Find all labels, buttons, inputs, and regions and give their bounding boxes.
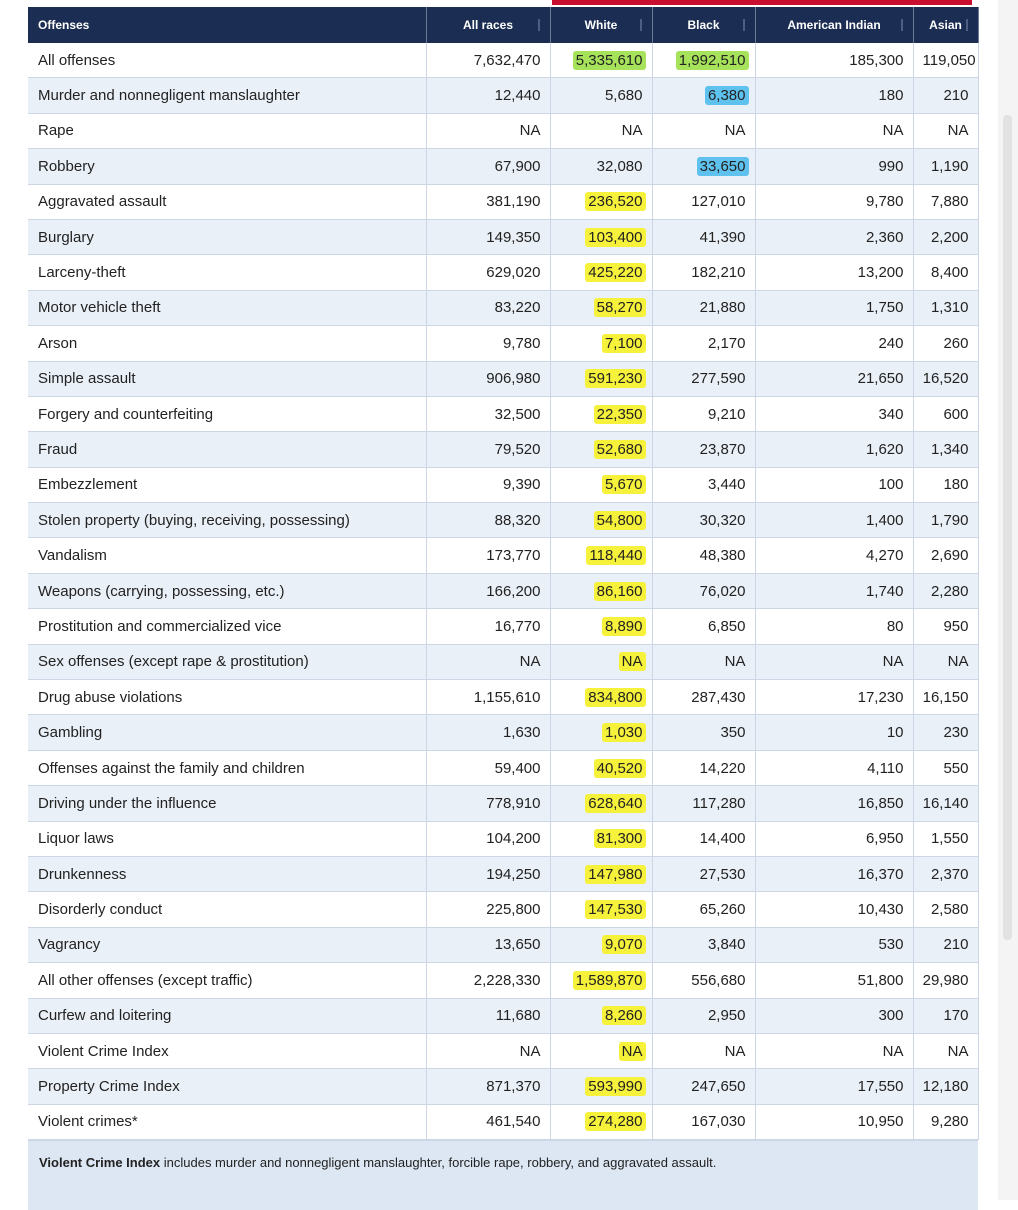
value-cell-all-races: 104,200 (426, 821, 550, 856)
value-cell-all-races: 194,250 (426, 856, 550, 891)
value-cell-asian: 1,550 (913, 821, 978, 856)
value-cell-white (550, 538, 652, 573)
highlighted-value: 147,530 (585, 900, 645, 919)
highlighted-value: 274,280 (585, 1112, 645, 1131)
value-cell-black: 247,650 (652, 1069, 755, 1104)
column-header-label: All races (462, 18, 514, 32)
value-cell-black: 2,950 (652, 998, 755, 1033)
value-cell-white (550, 467, 652, 502)
value-cell-asian: 12,180 (913, 1069, 978, 1104)
highlighted-value: 593,990 (585, 1077, 645, 1096)
offense-cell: Larceny-theft (28, 255, 426, 290)
value-cell-white (550, 856, 652, 891)
highlighted-value: 425,220 (585, 263, 645, 282)
value-cell-black: 65,260 (652, 892, 755, 927)
value-cell-american-indian: 1,740 (755, 573, 913, 608)
value-cell-american-indian: 1,620 (755, 432, 913, 467)
value-cell-white (550, 786, 652, 821)
offense-cell: Fraud (28, 432, 426, 467)
table-row (28, 998, 978, 1033)
value-cell-asian: 1,310 (913, 290, 978, 325)
value-cell-white (550, 821, 652, 856)
value-cell-white (550, 396, 652, 431)
value-cell-black: 167,030 (652, 1104, 755, 1139)
value-cell-american-indian: 185,300 (755, 43, 913, 78)
value-cell-white (550, 503, 652, 538)
value-cell-white (550, 963, 652, 998)
offense-cell: Property Crime Index (28, 1069, 426, 1104)
value-cell-all-races: NA (426, 1033, 550, 1068)
value-cell-all-races: 9,390 (426, 467, 550, 502)
column-header-all-races[interactable] (426, 7, 550, 43)
offense-cell: Forgery and counterfeiting (28, 396, 426, 431)
value-cell-asian: 1,190 (913, 149, 978, 184)
sort-icon[interactable] (901, 19, 903, 31)
value-cell-white (550, 290, 652, 325)
value-cell-american-indian: 530 (755, 927, 913, 962)
value-cell-american-indian: 16,370 (755, 856, 913, 891)
value-cell-all-races: 778,910 (426, 786, 550, 821)
offense-cell: Burglary (28, 219, 426, 254)
value-cell-asian: 950 (913, 609, 978, 644)
highlighted-value: NA (619, 1042, 646, 1061)
highlighted-value: 1,589,870 (573, 971, 646, 990)
arrests-table-container (28, 7, 978, 1210)
value-cell-white (550, 1104, 652, 1139)
value-cell-all-races: 9,780 (426, 326, 550, 361)
value-cell-white (550, 750, 652, 785)
table-row (28, 396, 978, 431)
value-cell-black: 21,880 (652, 290, 755, 325)
column-header-black[interactable] (652, 7, 755, 43)
offense-cell: Drug abuse violations (28, 680, 426, 715)
value-cell-all-races: 906,980 (426, 361, 550, 396)
value-cell-black: 3,840 (652, 927, 755, 962)
sort-icon[interactable] (640, 19, 642, 31)
offense-cell: Curfew and loitering (28, 998, 426, 1033)
value-cell-black: 27,530 (652, 856, 755, 891)
table-body (28, 43, 978, 1140)
offense-cell: Arson (28, 326, 426, 361)
value-cell-american-indian: 2,360 (755, 219, 913, 254)
value-cell-asian: 2,370 (913, 856, 978, 891)
value-cell-black (652, 149, 755, 184)
value-cell-black (652, 43, 755, 78)
value-cell-all-races: 59,400 (426, 750, 550, 785)
value-cell-white (550, 998, 652, 1033)
table-row (28, 113, 978, 148)
table-row (28, 361, 978, 396)
value-cell-black: 76,020 (652, 573, 755, 608)
sort-icon[interactable] (743, 19, 745, 31)
value-cell-american-indian: 17,550 (755, 1069, 913, 1104)
value-cell-white: 5,680 (550, 78, 652, 113)
offense-cell: Rape (28, 113, 426, 148)
value-cell-american-indian: 300 (755, 998, 913, 1033)
value-cell-white: 32,080 (550, 149, 652, 184)
table-row (28, 467, 978, 502)
value-cell-all-races: 629,020 (426, 255, 550, 290)
table-row (28, 290, 978, 325)
highlighted-value: 54,800 (594, 511, 646, 530)
highlighted-value: 5,335,610 (573, 51, 646, 70)
value-cell-all-races: 67,900 (426, 149, 550, 184)
offense-cell: Weapons (carrying, possessing, etc.) (28, 573, 426, 608)
column-header-white[interactable] (550, 7, 652, 43)
value-cell-asian: 550 (913, 750, 978, 785)
value-cell-american-indian: 240 (755, 326, 913, 361)
value-cell-black: 2,170 (652, 326, 755, 361)
table-row (28, 927, 978, 962)
value-cell-american-indian: NA (755, 113, 913, 148)
value-cell-white (550, 361, 652, 396)
value-cell-all-races: 1,630 (426, 715, 550, 750)
value-cell-asian: 29,980 (913, 963, 978, 998)
value-cell-black: 287,430 (652, 680, 755, 715)
offense-cell: Offenses against the family and children (28, 750, 426, 785)
value-cell-black (652, 78, 755, 113)
highlighted-value: 6,380 (705, 86, 749, 105)
offense-cell: Violent Crime Index (28, 1033, 426, 1068)
table-row (28, 219, 978, 254)
value-cell-american-indian: 10,950 (755, 1104, 913, 1139)
table-row (28, 892, 978, 927)
offense-cell: Simple assault (28, 361, 426, 396)
value-cell-all-races: NA (426, 113, 550, 148)
value-cell-american-indian: 6,950 (755, 821, 913, 856)
highlighted-value: 628,640 (585, 794, 645, 813)
value-cell-all-races: 13,650 (426, 927, 550, 962)
header-accent-bar (552, 0, 972, 5)
value-cell-asian: 2,580 (913, 892, 978, 927)
value-cell-asian: 119,050 (913, 43, 978, 78)
highlighted-value: 40,520 (594, 759, 646, 778)
value-cell-black: 6,850 (652, 609, 755, 644)
value-cell-asian: 2,690 (913, 538, 978, 573)
table-row (28, 1104, 978, 1139)
table-row (28, 963, 978, 998)
value-cell-all-races: 461,540 (426, 1104, 550, 1139)
highlighted-value: 5,670 (602, 475, 646, 494)
value-cell-american-indian: 21,650 (755, 361, 913, 396)
offense-cell: Violent crimes* (28, 1104, 426, 1139)
value-cell-asian: 8,400 (913, 255, 978, 290)
value-cell-asian: NA (913, 1033, 978, 1068)
value-cell-all-races: 2,228,330 (426, 963, 550, 998)
highlighted-value: 8,260 (602, 1006, 646, 1025)
offense-cell: Driving under the influence (28, 786, 426, 821)
column-header-label: Black (687, 18, 720, 32)
offense-cell: Vandalism (28, 538, 426, 573)
value-cell-all-races: 79,520 (426, 432, 550, 467)
table-row (28, 1033, 978, 1068)
value-cell-white (550, 644, 652, 679)
highlighted-value: NA (619, 652, 646, 671)
table-row (28, 715, 978, 750)
value-cell-all-races: 88,320 (426, 503, 550, 538)
value-cell-asian: NA (913, 113, 978, 148)
value-cell-all-races: NA (426, 644, 550, 679)
offense-cell: Murder and nonnegligent manslaughter (28, 78, 426, 113)
value-cell-white (550, 609, 652, 644)
value-cell-white (550, 680, 652, 715)
value-cell-white (550, 1033, 652, 1068)
value-cell-all-races: 871,370 (426, 1069, 550, 1104)
value-cell-white (550, 219, 652, 254)
highlighted-value: 591,230 (585, 369, 645, 388)
value-cell-asian: 9,280 (913, 1104, 978, 1139)
offense-cell: Gambling (28, 715, 426, 750)
value-cell-all-races: 149,350 (426, 219, 550, 254)
value-cell-black: 48,380 (652, 538, 755, 573)
value-cell-asian: 170 (913, 998, 978, 1033)
offense-cell: Disorderly conduct (28, 892, 426, 927)
table-row (28, 573, 978, 608)
value-cell-asian: 600 (913, 396, 978, 431)
highlighted-value: 86,160 (594, 582, 646, 601)
value-cell-white (550, 1069, 652, 1104)
table-row (28, 786, 978, 821)
value-cell-white (550, 255, 652, 290)
table-row (28, 255, 978, 290)
table-row (28, 609, 978, 644)
value-cell-american-indian: 16,850 (755, 786, 913, 821)
value-cell-american-indian: 990 (755, 149, 913, 184)
table-row (28, 326, 978, 361)
value-cell-american-indian: 17,230 (755, 680, 913, 715)
column-header-label: American Indian (787, 18, 881, 32)
footnote-term: Violent Crime Index (39, 1155, 161, 1171)
offense-cell: Prostitution and commercialized vice (28, 609, 426, 644)
column-header-offenses[interactable] (28, 7, 426, 43)
highlighted-value: 9,070 (602, 935, 646, 954)
value-cell-black: 350 (652, 715, 755, 750)
highlighted-value: 1,030 (602, 723, 646, 742)
column-header-asian[interactable] (913, 7, 978, 43)
offense-cell: Stolen property (buying, receiving, possessing) (28, 503, 426, 538)
table-row (28, 750, 978, 785)
value-cell-american-indian: 10 (755, 715, 913, 750)
value-cell-all-races: 1,155,610 (426, 680, 550, 715)
value-cell-black: 556,680 (652, 963, 755, 998)
value-cell-american-indian: 340 (755, 396, 913, 431)
value-cell-american-indian: 10,430 (755, 892, 913, 927)
value-cell-american-indian: 80 (755, 609, 913, 644)
value-cell-all-races: 83,220 (426, 290, 550, 325)
highlighted-value: 22,350 (594, 405, 646, 424)
offense-cell: Embezzlement (28, 467, 426, 502)
highlighted-value: 52,680 (594, 440, 646, 459)
sort-icon[interactable] (538, 19, 540, 31)
table-row (28, 43, 978, 78)
value-cell-black: 23,870 (652, 432, 755, 467)
table-row (28, 149, 978, 184)
value-cell-asian: 230 (913, 715, 978, 750)
table-row (28, 856, 978, 891)
column-header-american-indian[interactable] (755, 7, 913, 43)
value-cell-asian: 1,790 (913, 503, 978, 538)
value-cell-black: 14,400 (652, 821, 755, 856)
offense-cell: Aggravated assault (28, 184, 426, 219)
value-cell-asian: 1,340 (913, 432, 978, 467)
highlighted-value: 147,980 (585, 865, 645, 884)
value-cell-black: 30,320 (652, 503, 755, 538)
highlighted-value: 33,650 (697, 157, 749, 176)
highlighted-value: 81,300 (594, 829, 646, 848)
value-cell-black: 14,220 (652, 750, 755, 785)
value-cell-asian: 16,150 (913, 680, 978, 715)
value-cell-all-races: 381,190 (426, 184, 550, 219)
value-cell-american-indian: 180 (755, 78, 913, 113)
value-cell-american-indian: NA (755, 1033, 913, 1068)
column-header-label: Asian (929, 18, 962, 32)
offense-cell: Robbery (28, 149, 426, 184)
value-cell-american-indian: 9,780 (755, 184, 913, 219)
value-cell-asian: 210 (913, 78, 978, 113)
sort-icon[interactable] (966, 19, 968, 31)
value-cell-asian: 16,140 (913, 786, 978, 821)
value-cell-asian: 16,520 (913, 361, 978, 396)
highlighted-value: 118,440 (586, 546, 645, 565)
value-cell-white (550, 927, 652, 962)
value-cell-black: 127,010 (652, 184, 755, 219)
arrests-by-race-table (28, 7, 979, 1140)
value-cell-american-indian: 13,200 (755, 255, 913, 290)
highlighted-value: 1,992,510 (676, 51, 749, 70)
highlighted-value: 58,270 (594, 298, 646, 317)
value-cell-black: NA (652, 1033, 755, 1068)
footnote-text: includes murder and nonnegligent manslaughter, forcible rape, robbery, and aggravated assault. (160, 1155, 717, 1171)
value-cell-all-races: 12,440 (426, 78, 550, 113)
value-cell-all-races: 7,632,470 (426, 43, 550, 78)
value-cell-asian: 2,280 (913, 573, 978, 608)
value-cell-american-indian: 51,800 (755, 963, 913, 998)
value-cell-all-races: 225,800 (426, 892, 550, 927)
table-row (28, 821, 978, 856)
value-cell-asian: 260 (913, 326, 978, 361)
value-cell-american-indian: 4,110 (755, 750, 913, 785)
value-cell-asian: 7,880 (913, 184, 978, 219)
table-row (28, 1069, 978, 1104)
value-cell-all-races: 166,200 (426, 573, 550, 608)
offense-cell: Drunkenness (28, 856, 426, 891)
value-cell-white (550, 184, 652, 219)
value-cell-black: NA (652, 644, 755, 679)
table-row (28, 432, 978, 467)
table-row (28, 184, 978, 219)
offense-cell: All offenses (28, 43, 426, 78)
value-cell-white (550, 715, 652, 750)
value-cell-black: 9,210 (652, 396, 755, 431)
value-cell-white (550, 432, 652, 467)
value-cell-all-races: 32,500 (426, 396, 550, 431)
highlighted-value: 103,400 (585, 228, 645, 247)
value-cell-black: 117,280 (652, 786, 755, 821)
offense-cell: Sex offenses (except rape & prostitution) (28, 644, 426, 679)
value-cell-all-races: 16,770 (426, 609, 550, 644)
value-cell-white (550, 43, 652, 78)
offense-cell: All other offenses (except traffic) (28, 963, 426, 998)
column-header-label: Offenses (38, 18, 90, 32)
value-cell-american-indian: NA (755, 644, 913, 679)
value-cell-white (550, 573, 652, 608)
table-row (28, 538, 978, 573)
value-cell-american-indian: 100 (755, 467, 913, 502)
value-cell-american-indian: 1,750 (755, 290, 913, 325)
value-cell-all-races: 11,680 (426, 998, 550, 1033)
highlighted-value: 8,890 (602, 617, 646, 636)
highlighted-value: 834,800 (585, 688, 645, 707)
table-row (28, 503, 978, 538)
value-cell-asian: 2,200 (913, 219, 978, 254)
value-cell-black: 3,440 (652, 467, 755, 502)
value-cell-white (550, 892, 652, 927)
value-cell-white (550, 326, 652, 361)
column-header-label: White (584, 18, 618, 32)
value-cell-asian: 210 (913, 927, 978, 962)
offense-cell: Liquor laws (28, 821, 426, 856)
offense-cell: Motor vehicle theft (28, 290, 426, 325)
scrollbar-thumb[interactable] (1003, 115, 1012, 940)
highlighted-value: 236,520 (585, 192, 645, 211)
table-row (28, 680, 978, 715)
highlighted-value: 7,100 (602, 334, 646, 353)
value-cell-all-races: 173,770 (426, 538, 550, 573)
value-cell-black: 277,590 (652, 361, 755, 396)
offense-cell: Vagrancy (28, 927, 426, 962)
value-cell-white: NA (550, 113, 652, 148)
value-cell-american-indian: 1,400 (755, 503, 913, 538)
value-cell-asian: NA (913, 644, 978, 679)
value-cell-black: 41,390 (652, 219, 755, 254)
value-cell-black: NA (652, 113, 755, 148)
table-row (28, 78, 978, 113)
value-cell-asian: 180 (913, 467, 978, 502)
table-row (28, 644, 978, 679)
value-cell-american-indian: 4,270 (755, 538, 913, 573)
value-cell-black: 182,210 (652, 255, 755, 290)
table-header-row (28, 7, 978, 43)
